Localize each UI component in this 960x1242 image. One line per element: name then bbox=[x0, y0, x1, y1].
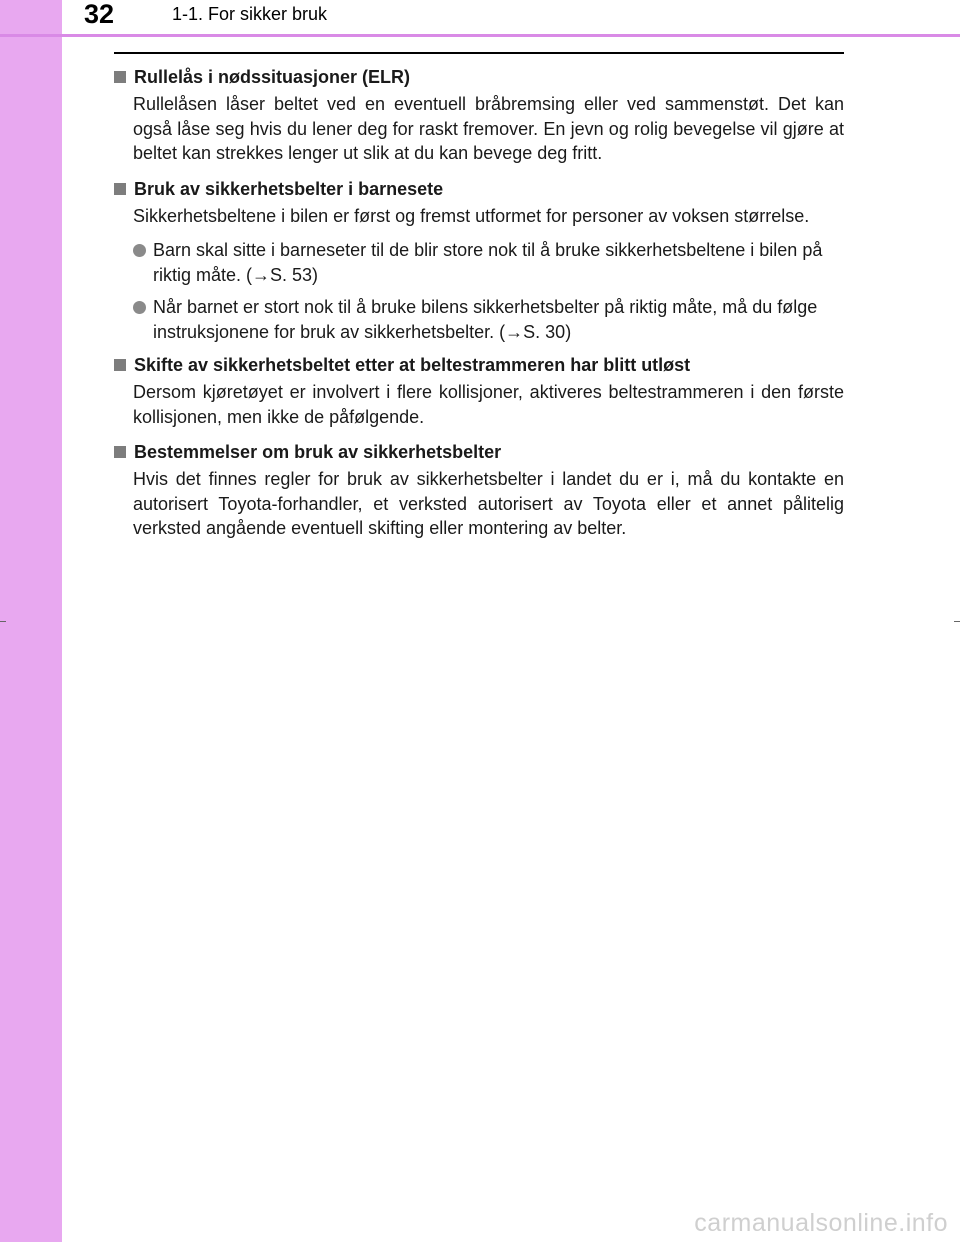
circle-bullet-icon bbox=[133, 244, 146, 257]
heading-text: Bruk av sikkerhetsbelter i barnesete bbox=[134, 178, 444, 199]
section-heading bbox=[112, 439, 844, 465]
page-sidebar bbox=[0, 0, 62, 1242]
header-divider bbox=[0, 34, 960, 37]
section-heading bbox=[112, 352, 844, 378]
list-item-text: Når barnet er stort nok til å bruke bilens sikkerhetsbelter på riktig måte, må du følge instruksjonene for bruk av sikkerhetsbelter. (→S. 30) bbox=[153, 297, 818, 342]
section-child-seat bbox=[112, 176, 844, 345]
list-item bbox=[133, 295, 844, 344]
page-number: 32 bbox=[84, 0, 115, 29]
section-heading bbox=[112, 176, 844, 202]
section-paragraph: Rullelåsen låser beltet ved en eventuell bråbremsing eller ved sammenstøt. Det kan også låse seg hvis du lener deg for raskt fremover. En jevn og rolig bevegelse vil gjøre at beltet kan strekkes lenger ut slik at du kan bevege deg fritt. bbox=[133, 94, 844, 163]
chapter-label: 1-1. For sikker bruk bbox=[172, 4, 328, 24]
crop-mark-left bbox=[0, 621, 6, 622]
square-bullet-icon bbox=[114, 446, 126, 458]
square-bullet-icon bbox=[114, 71, 126, 83]
top-rule bbox=[114, 52, 844, 54]
watermark: carmanualsonline.info bbox=[694, 1209, 948, 1237]
section-paragraph: Sikkerhetsbeltene i bilen er først og fremst utformet for personer av voksen størrelse. bbox=[133, 205, 810, 226]
list-item-text: Barn skal sitte i barneseter til de blir store nok til å bruke sikkerhetsbeltene i bilen på riktig måte. (→S. 53) bbox=[153, 240, 823, 285]
list-item bbox=[133, 238, 844, 287]
crop-mark-right bbox=[954, 621, 960, 622]
section-elr bbox=[112, 64, 844, 166]
heading-text: Skifte av sikkerhetsbeltet etter at beltestrammeren har blitt utløst bbox=[134, 355, 691, 375]
circle-bullet-icon bbox=[133, 301, 146, 314]
heading-text: Bestemmelser om bruk av sikkerhetsbelter bbox=[134, 442, 502, 462]
heading-text: Rullelås i nødssituasjoner (ELR) bbox=[134, 67, 411, 87]
section-pretensioner bbox=[112, 352, 844, 429]
section-paragraph: Dersom kjøretøyet er involvert i flere kollisjoner, aktiveres beltestrammeren i den første kollisjonen, men ikke de påfølgende. bbox=[133, 382, 844, 427]
page-content bbox=[112, 64, 844, 551]
square-bullet-icon bbox=[114, 359, 126, 371]
section-paragraph: Hvis det finnes regler for bruk av sikkerhetsbelter i landet du er i, må du kontakte en autorisert Toyota-forhandler, et verksted autorisert av Toyota eller et annet pålitelig verksted angående eventuell skifting eller montering av belter. bbox=[133, 469, 844, 538]
square-bullet-icon bbox=[114, 183, 126, 195]
section-regulations bbox=[112, 439, 844, 541]
section-heading bbox=[112, 64, 844, 90]
